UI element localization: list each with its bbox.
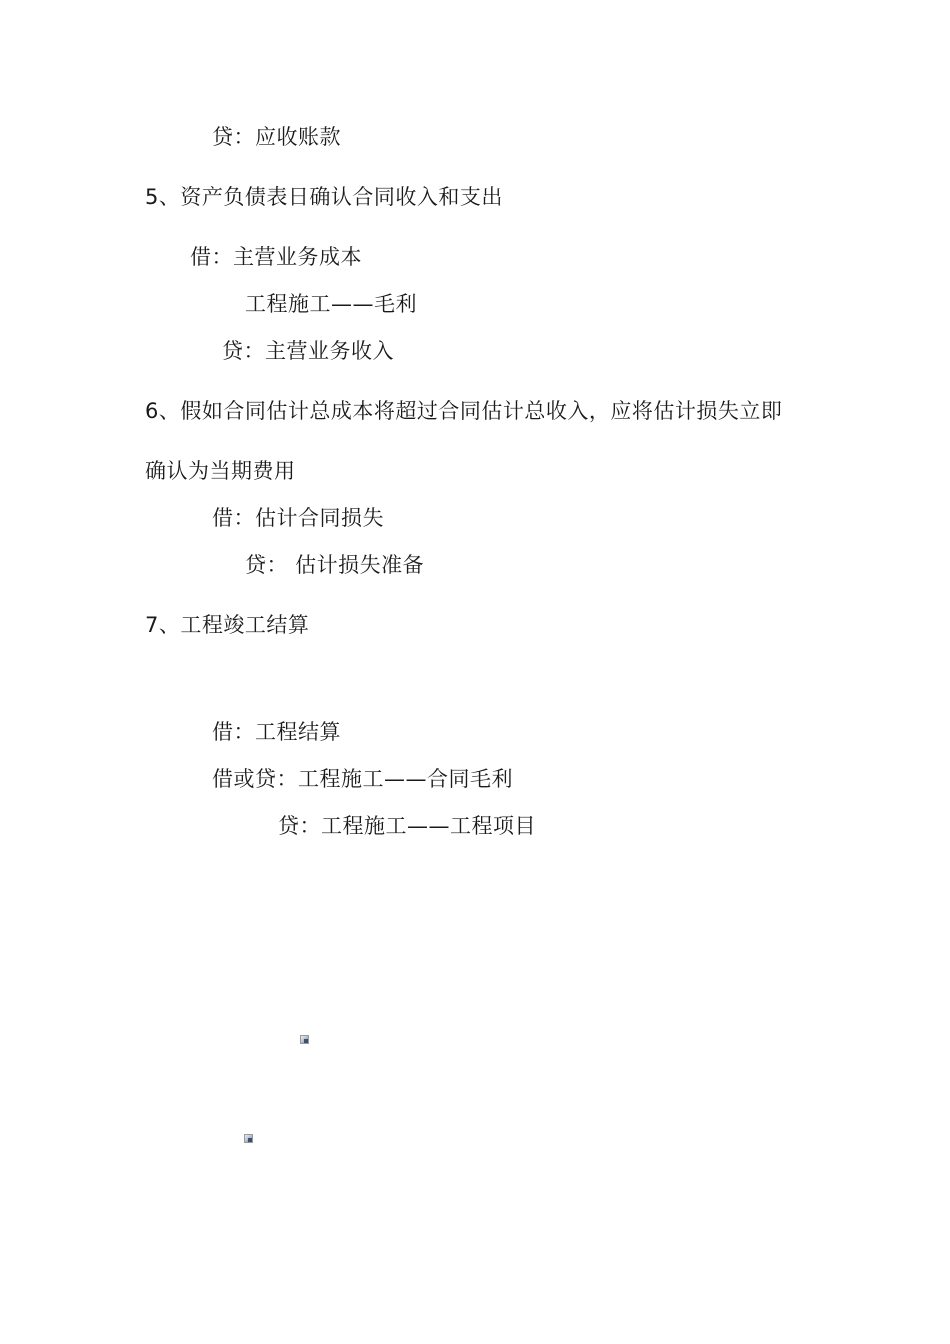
entry-construction-margin: 工程施工——毛利 [245, 292, 417, 316]
entry-debit-main-cost: 借：主营业务成本 [190, 245, 362, 269]
entry-credit-main-revenue: 贷：主营业务收入 [222, 339, 394, 363]
broken-image-icon [300, 1035, 309, 1044]
entry-debit-or-credit-margin: 借或贷：工程施工——合同毛利 [212, 767, 513, 791]
broken-image-icon [244, 1134, 253, 1143]
heading-7: 7、工程竣工结算 [145, 613, 310, 637]
entry-credit-project: 贷：工程施工——工程项目 [278, 814, 536, 838]
entry-debit-estimated-loss: 借：估计合同损失 [212, 506, 384, 530]
heading-6-continued: 确认为当期费用 [145, 459, 296, 483]
entry-credit-loss-reserve: 贷： 估计损失准备 [245, 553, 425, 577]
entry-debit-settlement: 借：工程结算 [212, 720, 341, 744]
heading-6: 6、假如合同估计总成本将超过合同估计总收入，应将估计损失立即 [145, 399, 783, 423]
entry-credit-receivable: 贷：应收账款 [212, 125, 341, 149]
heading-5: 5、资产负债表日确认合同收入和支出 [145, 185, 503, 209]
